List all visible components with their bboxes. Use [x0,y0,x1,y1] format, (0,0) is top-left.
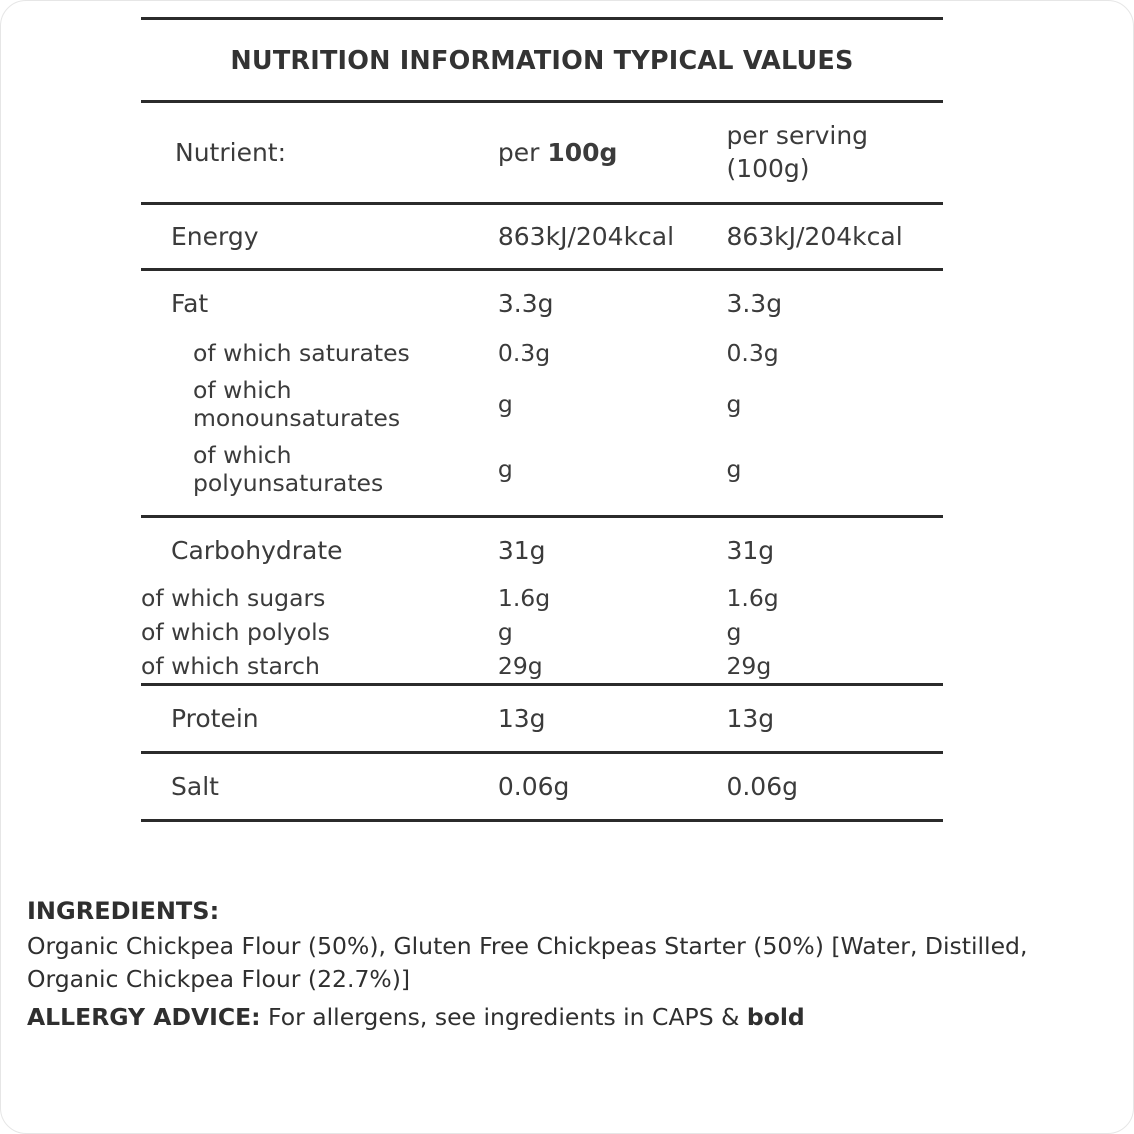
ingredients-text: Organic Chickpea Flour (50%), Gluten Free Chickpeas Starter (50%) [Water, Distilled, Organic Chickpea Flour (22.7%)] [27,932,1028,994]
row-per-100g: g [497,389,513,418]
row-label: Salt [141,753,498,821]
header-per-serving [726,102,943,204]
table-row [141,372,943,437]
row-per-100g: 863kJ/204kcal [498,203,727,269]
table-header-row [141,102,943,204]
allergy-advice-emphasis: bold [746,1002,805,1031]
table-row [141,650,943,685]
header-per-100g-value: 100g [547,137,618,167]
row-label-text: of which monounsaturates [193,376,401,432]
row-per-serving: 3.3g [726,288,783,318]
row-per-serving: 29g [726,650,943,685]
row-label: Protein [141,685,498,753]
row-label: of which saturates [193,338,410,367]
row-per-100g: 0.06g [498,753,727,821]
header-per-serving-line2: (100g) [726,154,810,184]
row-per-100g: 0.3g [497,338,551,367]
nutrition-table-container [141,17,943,822]
table-title: NUTRITION INFORMATION TYPICAL VALUES [141,19,943,102]
allergy-advice-label: ALLERGY ADVICE: [27,1002,261,1031]
ingredients-block [27,894,1097,1034]
row-per-100g: 29g [498,650,727,685]
row-label [141,372,498,437]
table-row [141,582,943,616]
table-row [141,269,943,335]
allergy-advice-line [27,1001,1097,1034]
table-row [141,203,943,269]
row-per-100g: g [497,617,513,646]
allergy-advice-text: For allergens, see ingredients in CAPS & [260,1002,747,1031]
row-label: of which sugars [141,584,326,613]
row-per-serving: 1.6g [726,584,779,613]
row-per-serving: 863kJ/204kcal [726,203,943,269]
table-row [141,437,943,516]
row-label: of which starch [141,650,498,685]
header-per-100g-prefix: per [497,137,548,167]
row-per-100g: 31g [497,536,546,566]
header-per-100g [498,102,727,204]
row-label-text: of which polyunsaturates [193,441,384,497]
row-label: of which polyols [141,617,330,646]
row-label: Energy [141,203,498,269]
row-label: Carbohydrate [171,536,343,566]
ingredients-heading: INGREDIENTS: [27,897,220,925]
table-row [141,753,943,821]
row-per-100g: 3.3g [497,288,554,318]
row-per-serving: 31g [726,536,775,566]
header-nutrient: Nutrient: [141,102,498,204]
row-per-serving: 13g [726,685,943,753]
row-per-serving: g [726,617,742,646]
row-per-100g: 1.6g [497,584,551,613]
table-title-row [141,19,943,102]
row-per-100g: g [498,437,727,516]
nutrition-table [141,17,943,822]
row-label: Fat [171,288,209,318]
table-row [141,517,943,583]
row-per-serving: 0.3g [726,338,779,367]
row-per-serving: g [726,389,742,418]
row-per-serving: 0.06g [726,753,943,821]
row-per-100g: 13g [498,685,727,753]
row-label [141,437,498,516]
header-per-serving-line1: per serving [726,121,869,150]
table-row [141,616,943,650]
table-row [141,335,943,373]
row-per-serving: g [726,437,943,516]
table-row [141,685,943,753]
